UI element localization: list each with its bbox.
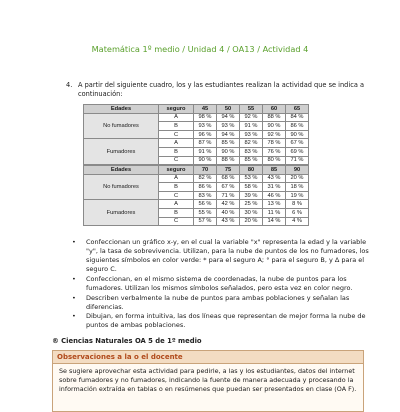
- insurance-cell: B: [159, 208, 194, 217]
- insurance-cell: A: [159, 113, 194, 122]
- column-header: seguro: [159, 105, 194, 114]
- rate-cell: 14 %: [263, 217, 286, 226]
- list-item: [72, 294, 372, 312]
- rate-cell: 42 %: [217, 200, 240, 209]
- rate-cell: 86 %: [286, 122, 309, 131]
- rate-cell: 4 %: [286, 217, 309, 226]
- rate-cell: 94 %: [217, 130, 240, 139]
- observations-title: Observaciones a la o el docente: [53, 351, 363, 364]
- rate-cell: 80 %: [263, 156, 286, 165]
- survival-table-2: [83, 165, 309, 226]
- insurance-cell: A: [159, 174, 194, 183]
- column-header: seguro: [159, 166, 194, 175]
- rate-cell: 55 %: [194, 208, 217, 217]
- rate-cell: 71 %: [286, 156, 309, 165]
- rate-cell: 82 %: [194, 174, 217, 183]
- observations-text: Se sugiere aprovechar esta actividad para pedirle, a las y los estudiantes, datos del internet sobre fumadores y no fumadores, indicando la fuente de manera adecuada y procesando la información extraída en tablas o en resúmenes que puedan ser presentados en clase (OA F).: [59, 367, 357, 393]
- table-header-row: [84, 105, 309, 114]
- list-item: [72, 275, 372, 293]
- rate-cell: 93 %: [217, 122, 240, 131]
- rate-cell: 68 %: [217, 174, 240, 183]
- column-header: 90: [286, 166, 309, 175]
- insurance-cell: B: [159, 147, 194, 156]
- rate-cell: 18 %: [286, 183, 309, 192]
- bullet-mark: •: [72, 293, 76, 302]
- survival-table-1: [83, 104, 309, 165]
- rate-cell: 93 %: [240, 130, 263, 139]
- rate-cell: 84 %: [286, 113, 309, 122]
- insurance-cell: A: [159, 139, 194, 148]
- rate-cell: 53 %: [240, 174, 263, 183]
- rate-cell: 6 %: [286, 208, 309, 217]
- rate-cell: 83 %: [194, 191, 217, 200]
- rate-cell: 40 %: [217, 208, 240, 217]
- rate-cell: 85 %: [217, 139, 240, 148]
- rate-cell: 91 %: [240, 122, 263, 131]
- table-row: [84, 139, 309, 148]
- rate-cell: 90 %: [286, 130, 309, 139]
- page-header: Matemática 1º medio / Unidad 4 / OA13 / Actividad 4: [91, 44, 309, 54]
- rate-cell: 91 %: [194, 147, 217, 156]
- group-label: Fumadores: [84, 200, 159, 226]
- list-item-text: Describen verbalmente la nube de puntos para ambas poblaciones y señalan las diferencias.: [86, 293, 350, 311]
- rate-cell: 25 %: [240, 200, 263, 209]
- insurance-cell: A: [159, 200, 194, 209]
- section-label: ® Ciencias Naturales OA 5 de 1º medio: [52, 337, 202, 345]
- insurance-cell: B: [159, 183, 194, 192]
- group-label: No fumadores: [84, 113, 159, 139]
- rate-cell: 46 %: [263, 191, 286, 200]
- rate-cell: 56 %: [194, 200, 217, 209]
- rate-cell: 92 %: [240, 113, 263, 122]
- rate-cell: 92 %: [263, 130, 286, 139]
- rate-cell: 90 %: [217, 147, 240, 156]
- question-text: A partir del siguiente cuadro, los y las estudiantes realizan la actividad que se indica a continuación:: [78, 81, 364, 99]
- observations-box: [52, 350, 364, 412]
- column-header: 70: [194, 166, 217, 175]
- rate-cell: 20 %: [240, 217, 263, 226]
- rate-cell: 58 %: [240, 183, 263, 192]
- rate-cell: 8 %: [286, 200, 309, 209]
- rate-cell: 67 %: [217, 183, 240, 192]
- rate-cell: 43 %: [263, 174, 286, 183]
- rate-cell: 96 %: [194, 130, 217, 139]
- rate-cell: 90 %: [194, 156, 217, 165]
- insurance-cell: C: [159, 217, 194, 226]
- activity-list: [72, 238, 372, 331]
- insurance-cell: C: [159, 130, 194, 139]
- rate-cell: 88 %: [263, 113, 286, 122]
- column-header: 60: [263, 105, 286, 114]
- rate-cell: 90 %: [263, 122, 286, 131]
- table-row: [84, 174, 309, 183]
- insurance-cell: C: [159, 191, 194, 200]
- list-item: [72, 238, 372, 274]
- rate-cell: 83 %: [240, 147, 263, 156]
- question-number: 4.: [66, 81, 73, 89]
- table-row: [84, 113, 309, 122]
- rate-cell: 93 %: [194, 122, 217, 131]
- rate-cell: 86 %: [194, 183, 217, 192]
- rate-cell: 57 %: [194, 217, 217, 226]
- insurance-cell: C: [159, 156, 194, 165]
- column-header: 45: [194, 105, 217, 114]
- rate-cell: 20 %: [286, 174, 309, 183]
- rate-cell: 71 %: [217, 191, 240, 200]
- column-header: 55: [240, 105, 263, 114]
- rate-cell: 19 %: [286, 191, 309, 200]
- rate-cell: 94 %: [217, 113, 240, 122]
- column-header: 75: [217, 166, 240, 175]
- list-item: [72, 312, 372, 330]
- table-header-row: [84, 166, 309, 175]
- rate-cell: 13 %: [263, 200, 286, 209]
- rate-cell: 78 %: [263, 139, 286, 148]
- group-label: Fumadores: [84, 139, 159, 165]
- column-header: 85: [263, 166, 286, 175]
- rate-cell: 87 %: [194, 139, 217, 148]
- table-row: [84, 200, 309, 209]
- rate-cell: 88 %: [217, 156, 240, 165]
- column-header: 65: [286, 105, 309, 114]
- rate-cell: 76 %: [263, 147, 286, 156]
- rate-cell: 82 %: [240, 139, 263, 148]
- insurance-cell: B: [159, 122, 194, 131]
- column-header: Edades: [84, 166, 159, 175]
- column-header: 80: [240, 166, 263, 175]
- list-item-text: Confeccionan, en el mismo sistema de coordenadas, la nube de puntos para los fumadores. Utilizan los mismos símbolos señalados, pero esta vez en color negro.: [86, 274, 353, 292]
- rate-cell: 43 %: [217, 217, 240, 226]
- bullet-mark: •: [72, 274, 76, 283]
- rate-cell: 67 %: [286, 139, 309, 148]
- rate-cell: 98 %: [194, 113, 217, 122]
- list-item-text: Dibujan, en forma intuitiva, las dos líneas que representan de mejor forma la nube de puntos de ambas poblaciones.: [86, 312, 366, 330]
- rate-cell: 39 %: [240, 191, 263, 200]
- list-item-text: Confeccionan un gráfico x-y, en el cual la variable "x" representa la edad y la variable "y", la tasa de sobrevivencia. Utilizan, para la nube de puntos de los no fumadores, los siguientes símbolos en color verde: * para el seguro A; ° para el seguro B, y Δ para el seguro C.: [86, 238, 369, 274]
- bullet-mark: •: [72, 312, 76, 321]
- column-header: 50: [217, 105, 240, 114]
- group-label: No fumadores: [84, 174, 159, 200]
- rate-cell: 11 %: [263, 208, 286, 217]
- rate-cell: 69 %: [286, 147, 309, 156]
- rate-cell: 30 %: [240, 208, 263, 217]
- column-header: Edades: [84, 105, 159, 114]
- bullet-mark: •: [72, 238, 76, 246]
- rate-cell: 85 %: [240, 156, 263, 165]
- rate-cell: 31 %: [263, 183, 286, 192]
